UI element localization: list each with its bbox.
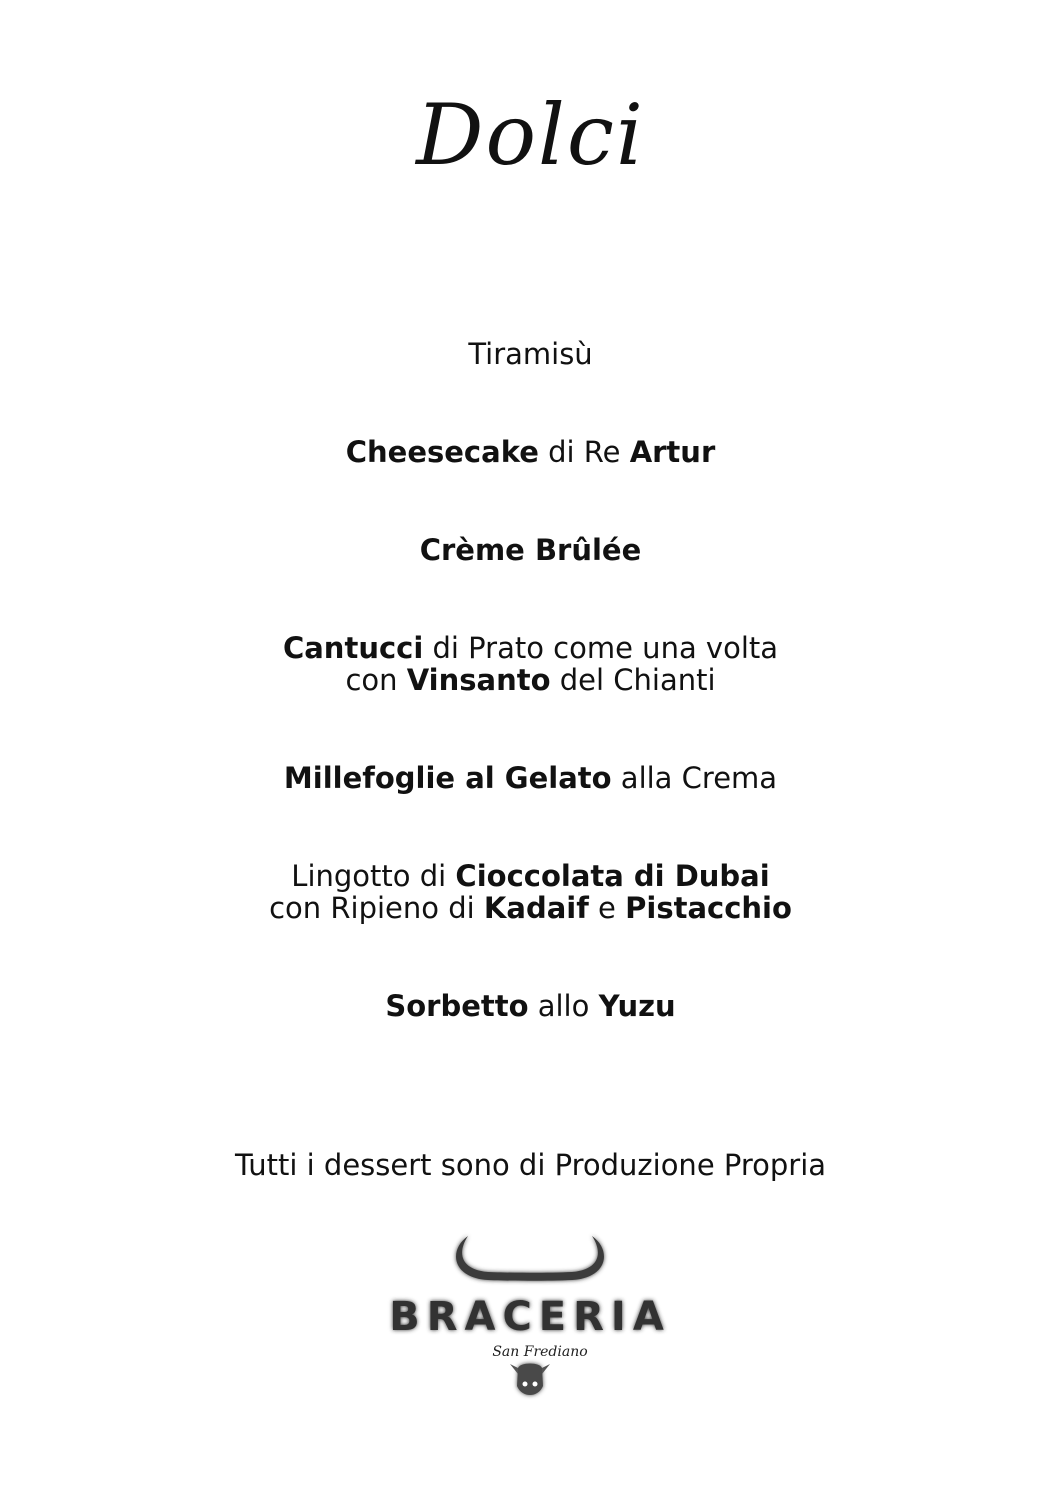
item-text-bold: Sorbetto	[385, 989, 529, 1023]
menu-item-lingotto	[0, 860, 1061, 924]
item-text-bold: Cantucci	[282, 631, 424, 665]
item-text-bold: Kadaif	[483, 891, 589, 925]
item-text: alla Crema	[611, 761, 778, 795]
item-text: con	[345, 663, 407, 697]
logo-name: BRACERIA	[389, 1294, 671, 1340]
braceria-logo	[380, 1228, 680, 1403]
menu-item-cheesecake	[0, 436, 1061, 468]
menu-item-tiramisu	[0, 338, 1061, 370]
item-text: e	[588, 891, 626, 925]
item-text: di Re	[538, 435, 630, 469]
item-text-bold: Pistacchio	[625, 891, 792, 925]
item-text: del Chianti	[550, 663, 716, 697]
menu-item-sorbetto	[0, 990, 1061, 1022]
item-text: allo	[528, 989, 599, 1023]
menu-title: Dolci	[416, 86, 645, 184]
menu-item-cantucci	[0, 632, 1061, 696]
item-text-bold: Yuzu	[598, 989, 676, 1023]
bull-head-icon	[380, 1228, 680, 1403]
item-text: con Ripieno di	[269, 891, 484, 925]
footnote: Tutti i dessert sono di Produzione Propria	[234, 1148, 827, 1182]
menu-item-millefoglie	[0, 762, 1061, 794]
item-text: Tiramisù	[468, 337, 593, 371]
menu-item-creme-brulee	[0, 534, 1061, 566]
item-text-bold: Crème Brûlée	[419, 533, 642, 567]
item-text-bold: Artur	[629, 435, 716, 469]
item-text: Lingotto di	[291, 859, 456, 893]
item-text-bold: Cioccolata di Dubai	[455, 859, 770, 893]
item-text-bold: Cheesecake	[345, 435, 539, 469]
item-text: di Prato come una volta	[423, 631, 779, 665]
logo-subtitle: San Frediano	[492, 1344, 588, 1360]
item-text-bold: Millefoglie al Gelato	[283, 761, 612, 795]
item-text-bold: Vinsanto	[406, 663, 551, 697]
